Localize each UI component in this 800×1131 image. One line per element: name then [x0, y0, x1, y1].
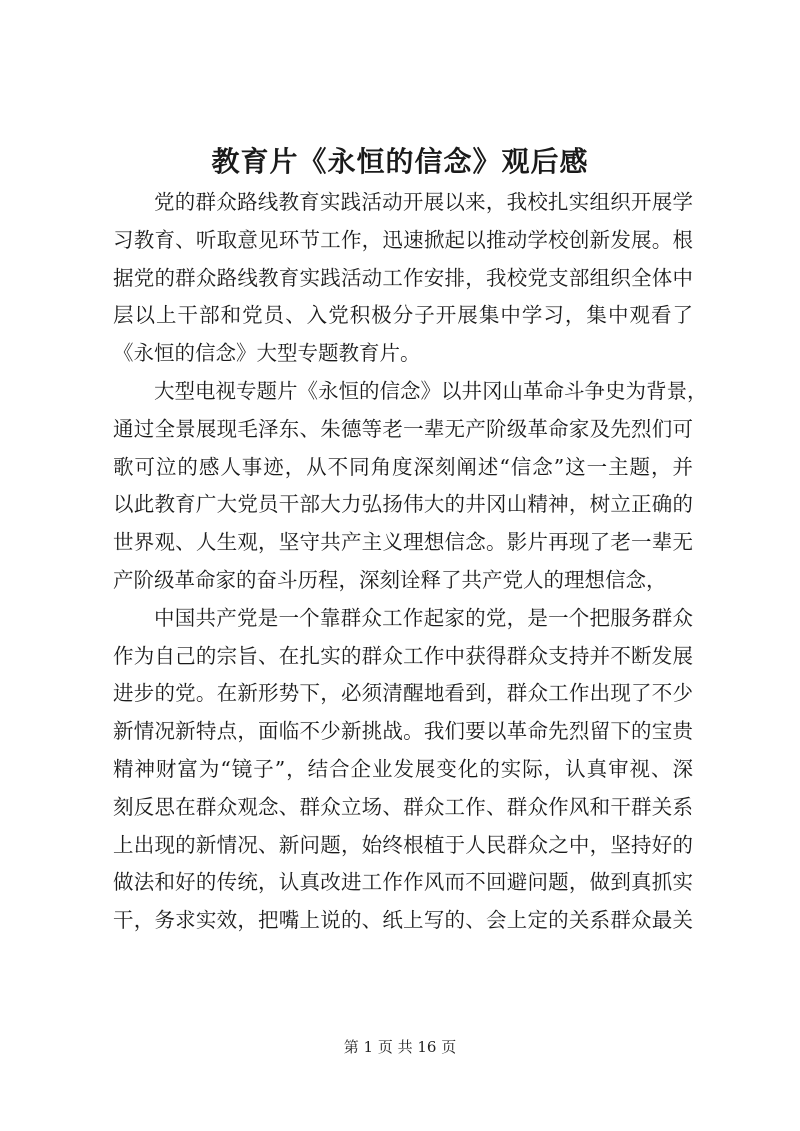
text-line: 精神财富为“镜子”，结合企业发展变化的实际，认真审视、深: [113, 756, 693, 781]
paragraph: [113, 600, 693, 940]
paragraph: [113, 184, 693, 373]
text-line: 大型电视专题片《永恒的信念》以井冈山革命斗争史为背景，: [154, 378, 708, 403]
text-line: 以此教育广大党员干部大力弘扬伟大的井冈山精神，树立正确的: [113, 492, 693, 517]
text-line: 层以上干部和党员、入党积极分子开展集中学习，集中观看了: [113, 303, 693, 328]
text-line: 作为自己的宗旨、在扎实的群众工作中获得群众支持并不断发展: [113, 643, 693, 668]
text-line: 做法和好的传统，认真改进工作作风而不回避问题，做到真抓实: [113, 870, 693, 895]
text-line: 歌可泣的感人事迹，从不同角度深刻阐述“信念”这一主题，并: [113, 454, 693, 479]
text-line: 刻反思在群众观念、群众立场、群众工作、群众作风和干群关系: [113, 794, 693, 819]
text-line: 《永恒的信念》大型专题教育片。: [113, 341, 421, 366]
text-line: 进步的党。在新形势下，必须清醒地看到，群众工作出现了不少: [113, 681, 693, 706]
document-title: 教育片《永恒的信念》观后感: [211, 145, 589, 178]
text-line: 据党的群众路线教育实践活动工作安排，我校党支部组织全体中: [113, 265, 693, 290]
text-line: 世界观、人生观，坚守共产主义理想信念。影片再现了老一辈无: [113, 530, 693, 555]
paragraph: [113, 373, 708, 600]
page-number: 第 1 页 共 16 页: [343, 1038, 457, 1056]
text-line: 上出现的新情况、新问题，始终根植于人民群众之中，坚持好的: [113, 832, 693, 857]
text-line: 中国共产党是一个靠群众工作起家的党，是一个把服务群众: [154, 605, 693, 630]
text-line: 干，务求实效，把嘴上说的、纸上写的、会上定的关系群众最关: [113, 908, 693, 933]
text-line: 产阶级革命家的奋斗历程，深刻诠释了共产党人的理想信念，: [113, 567, 667, 592]
document-body: [113, 184, 708, 940]
text-line: 通过全景展现毛泽东、朱德等老一辈无产阶级革命家及先烈们可: [113, 416, 693, 441]
text-line: 新情况新特点，面临不少新挑战。我们要以革命先烈留下的宝贵: [113, 719, 693, 744]
text-line: 党的群众路线教育实践活动开展以来，我校扎实组织开展学: [154, 190, 693, 214]
text-line: 习教育、听取意见环节工作，迅速掀起以推动学校创新发展。根: [113, 227, 693, 252]
